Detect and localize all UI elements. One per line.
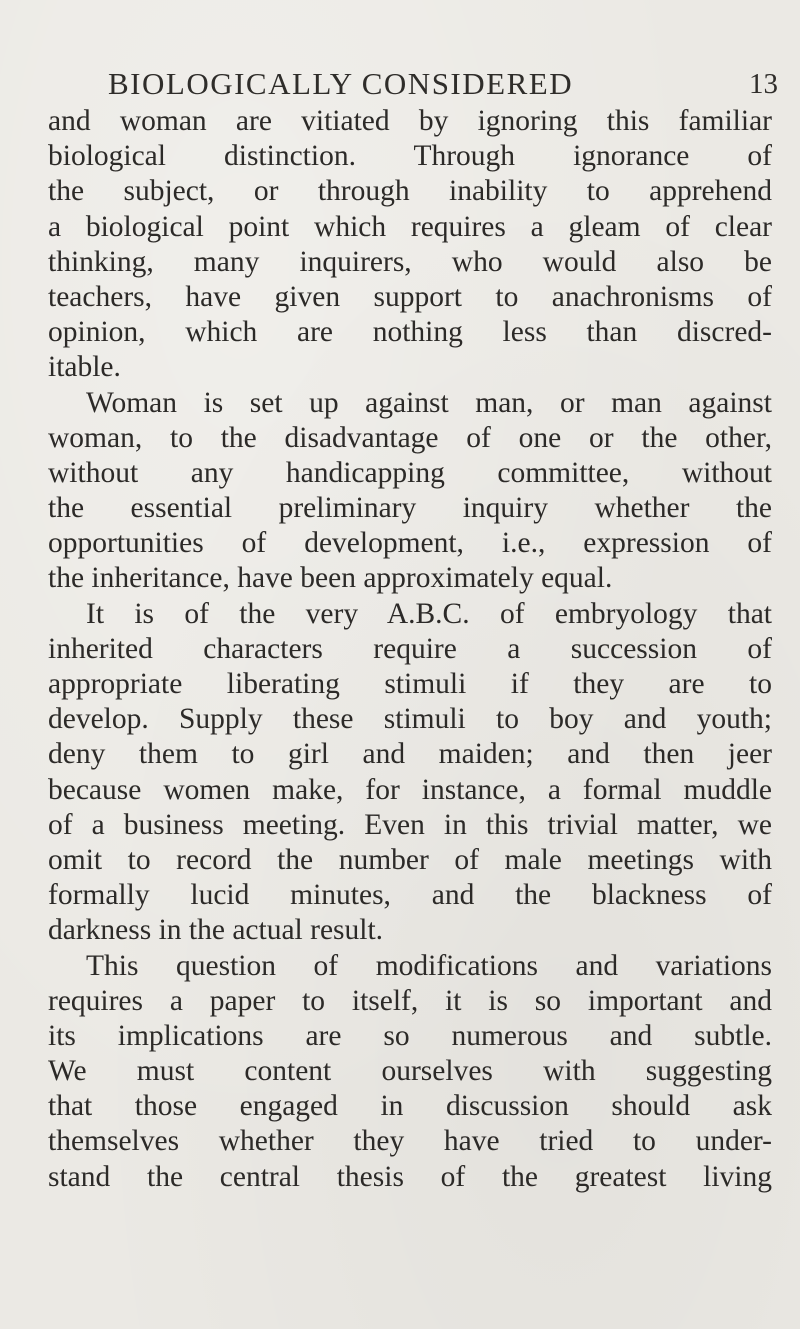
text-line: that those engaged in discussion should ask xyxy=(48,1090,772,1123)
text-line: develop. Supply these stimuli to boy and youth; xyxy=(48,703,772,736)
text-line: the subject, or through inability to apprehend xyxy=(48,175,772,208)
text-line: thinking, many inquirers, who would also be xyxy=(48,245,772,278)
text-line: woman, to the disadvantage of one or the other, xyxy=(48,421,772,454)
text-line: teachers, have given support to anachronisms of xyxy=(48,280,772,313)
body-text xyxy=(48,104,772,1195)
text-line: opportunities of development, i.e., expression of xyxy=(48,527,772,560)
text-line: We must content ourselves with suggesting xyxy=(48,1055,772,1088)
text-line: formally lucid minutes, and the blackness of xyxy=(48,879,772,912)
page-number: 13 xyxy=(749,68,778,100)
text-line: and woman are vitiated by ignoring this familiar xyxy=(48,105,772,137)
text-line: opinion, which are nothing less than discred- xyxy=(48,316,772,349)
text-line: inherited characters require a succession of xyxy=(48,632,772,665)
text-line: biological distinction. Through ignorance of xyxy=(48,140,772,173)
paragraph-start-line: Woman is set up against man, or man against xyxy=(86,386,772,419)
text-line: a biological point which requires a gleam of clear xyxy=(48,210,772,243)
paragraph-start-line: This question of modifications and variations xyxy=(86,949,772,982)
text-line: of a business meeting. Even in this trivial matter, we xyxy=(48,808,772,841)
text-line: themselves whether they have tried to under- xyxy=(48,1125,772,1158)
text-line: the inheritance, have been approximately equal. xyxy=(48,562,613,595)
text-line: without any handicapping committee, without xyxy=(48,456,772,489)
text-line: appropriate liberating stimuli if they are to xyxy=(48,668,772,700)
text-line: stand the central thesis of the greatest living xyxy=(48,1160,772,1193)
text-line: the essential preliminary inquiry whether the xyxy=(48,492,772,525)
text-line: because women make, for instance, a formal muddle xyxy=(48,773,772,806)
text-line: darkness in the actual result. xyxy=(48,914,384,947)
text-line: omit to record the number of male meetings with xyxy=(48,843,772,876)
paragraph-start-line: It is of the very A.B.C. of embryology that xyxy=(86,597,772,630)
text-line: requires a paper to itself, it is so important and xyxy=(48,984,772,1017)
text-line: deny them to girl and maiden; and then jeer xyxy=(48,738,772,771)
running-head-title: BIOLOGICALLY CONSIDERED xyxy=(108,66,574,101)
text-line: its implications are so numerous and subtle. xyxy=(48,1019,772,1052)
text-line: itable. xyxy=(48,351,121,384)
